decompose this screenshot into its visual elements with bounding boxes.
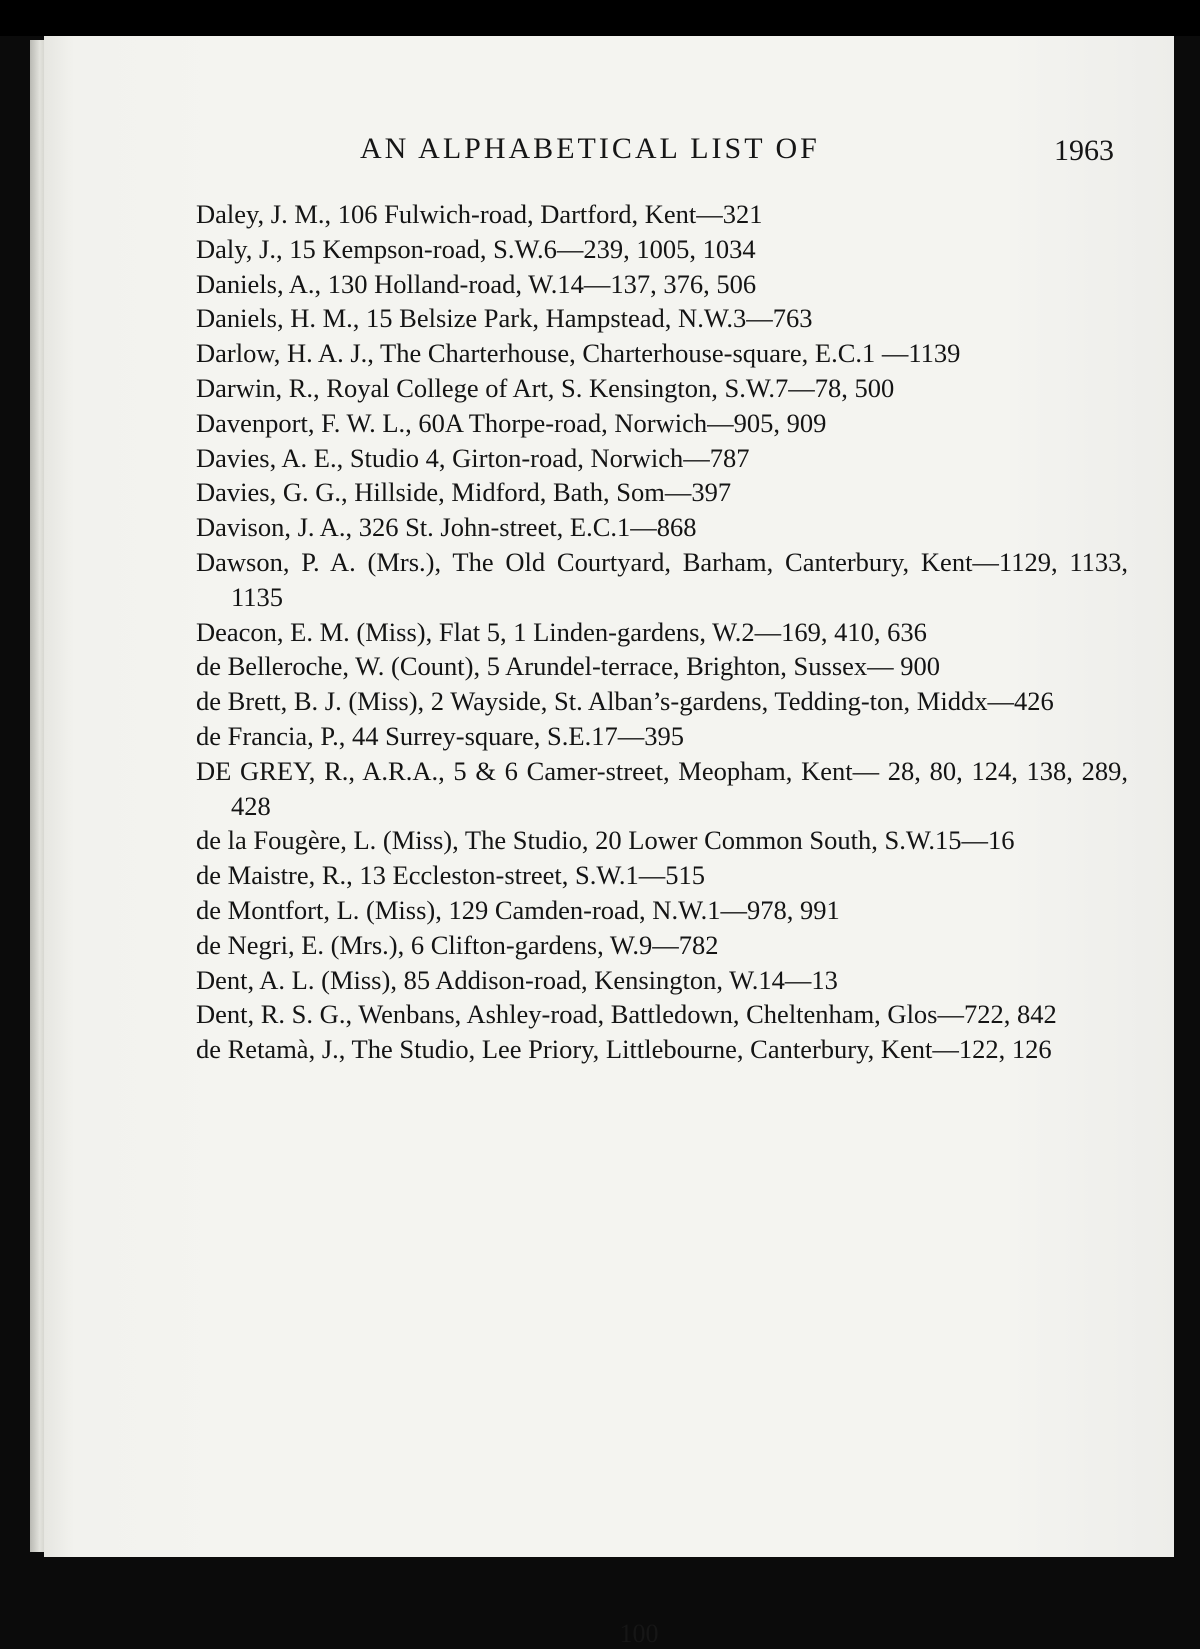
list-entry: de Francia, P., 44 Surrey-square, S.E.17—395 <box>196 720 684 751</box>
book-page <box>44 36 1174 1648</box>
list-entry: Davies, A. E., Studio 4, Girton-road, Norwich—787 <box>196 442 750 473</box>
list-entry: Dent, R. S. G., Wenbans, Ashley-road, Battledown, Cheltenham, Glos—722, 842 <box>196 999 1057 1030</box>
running-head-title: AN ALPHABETICAL LIST OF <box>360 132 820 165</box>
list-entry: de Retamà, J., The Studio, Lee Priory, Littlebourne, Canterbury, Kent—122, 126 <box>196 1034 1052 1065</box>
page-stack-edge <box>30 40 44 1552</box>
list-entry: de Negri, E. (Mrs.), 6 Clifton-gardens, W.9—782 <box>196 929 719 960</box>
list-entry: Daniels, H. M., 15 Belsize Park, Hampstead, N.W.3—763 <box>196 303 813 334</box>
page-number: 100 <box>619 1619 659 1648</box>
list-entry: Daley, J. M., 106 Fulwich-road, Dartford, Kent—321 <box>196 199 763 229</box>
list-entry: Daly, J., 15 Kempson-road, S.W.6—239, 1005, 1034 <box>196 233 756 264</box>
list-entry: de Montfort, L. (Miss), 129 Camden-road, N.W.1—978, 991 <box>196 894 840 925</box>
entry-list <box>196 197 1128 1067</box>
scan-top-border <box>0 0 1200 36</box>
list-entry: Deacon, E. M. (Miss), Flat 5, 1 Linden-gardens, W.2—169, 410, 636 <box>196 616 927 647</box>
list-entry: Darwin, R., Royal College of Art, S. Kensington, S.W.7—78, 500 <box>196 372 895 403</box>
list-entry: de la Fougère, L. (Miss), The Studio, 20 Lower Common South, S.W.15—16 <box>196 825 1015 856</box>
list-entry: de Belleroche, W. (Count), 5 Arundel-terrace, Brighton, Sussex— 900 <box>196 651 941 682</box>
list-entry: Davenport, F. W. L., 60A Thorpe-road, Norwich—905, 909 <box>196 407 827 438</box>
list-entry: Dawson, P. A. (Mrs.), The Old Courtyard, Barham, Canterbury, Kent—1129, 1133, 1135 <box>196 546 1128 612</box>
list-entry: de Brett, B. J. (Miss), 2 Wayside, St. Alban’s-gardens, Tedding-ton, Middx—426 <box>196 686 1054 717</box>
running-head-year: 1963 <box>1054 134 1114 167</box>
list-entry: Davison, J. A., 326 St. John-street, E.C.1—868 <box>196 512 697 543</box>
list-entry: de Maistre, R., 13 Eccleston-street, S.W.1—515 <box>196 860 706 891</box>
list-entry: DE GREY, R., A.R.A., 5 & 6 Camer-street, Meopham, Kent— 28, 80, 124, 138, 289, 428 <box>196 755 1128 821</box>
list-entry: Darlow, H. A. J., The Charterhouse, Charterhouse-square, E.C.1 —1139 <box>196 338 961 369</box>
list-entry: Davies, G. G., Hillside, Midford, Bath, Som—397 <box>196 477 732 508</box>
list-entry: Daniels, A., 130 Holland-road, W.14—137, 376, 506 <box>196 268 757 299</box>
list-entry: Dent, A. L. (Miss), 85 Addison-road, Kensington, W.14—13 <box>196 964 838 995</box>
